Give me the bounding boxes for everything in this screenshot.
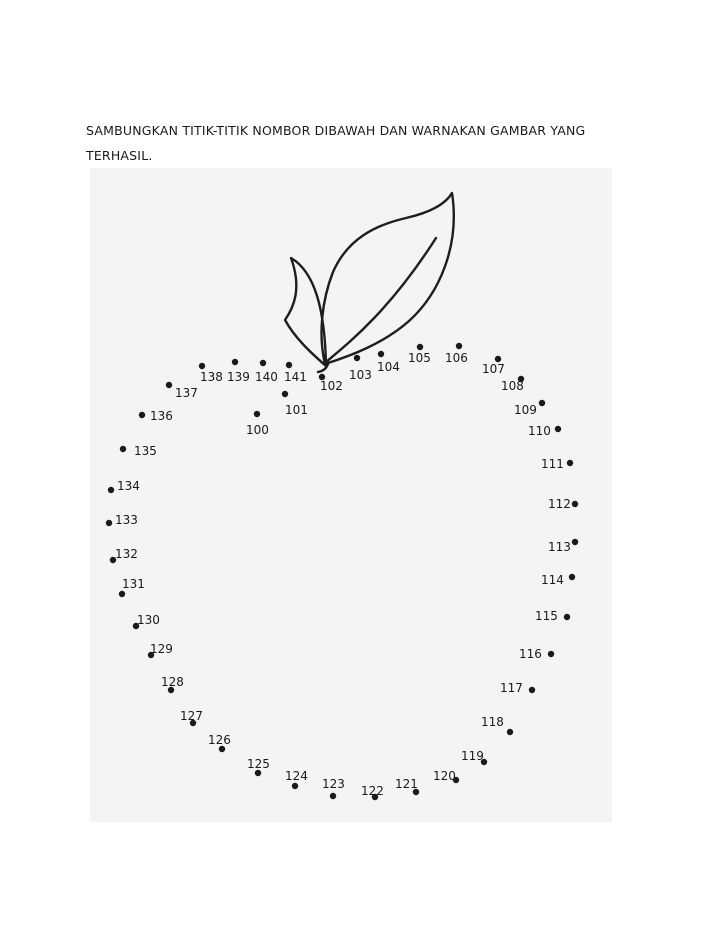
dot-label-116: 116 [519,647,542,661]
dot-113 [572,539,578,545]
dot-136 [139,412,145,418]
dot-label-132: 132 [115,547,138,561]
dot-label-118: 118 [481,715,504,729]
dot-label-101: 101 [285,403,308,417]
dot-123 [330,793,336,799]
dot-label-123: 123 [322,777,345,791]
dot-label-109: 109 [514,403,537,417]
dot-label-141: 141 [284,370,307,384]
dot-label-124: 124 [285,769,308,783]
dot-106 [456,343,462,349]
labels-layer [115,351,571,798]
dot-label-105: 105 [408,351,431,365]
dot-115 [564,614,570,620]
dot-label-134: 134 [117,479,140,493]
dot-116 [548,651,554,657]
dot-label-136: 136 [150,409,173,423]
dot-label-100: 100 [246,423,269,437]
dot-117 [529,687,535,693]
dot-140 [260,360,266,366]
dot-label-113: 113 [548,540,571,554]
dot-label-121: 121 [395,777,418,791]
dot-139 [232,359,238,365]
dot-133 [106,520,112,526]
dot-label-126: 126 [208,733,231,747]
dot-label-107: 107 [482,362,505,376]
dot-label-122: 122 [361,784,384,798]
dot-141 [286,362,292,368]
dot-label-112: 112 [548,497,571,511]
dot-label-108: 108 [501,379,524,393]
dot-137 [166,382,172,388]
dot-label-135: 135 [134,444,157,458]
dot-label-140: 140 [255,370,278,384]
dot-label-138: 138 [200,370,223,384]
dot-label-103: 103 [349,368,372,382]
leaf-stem-drawing [285,193,454,372]
dot-label-110: 110 [528,424,551,438]
dot-138 [199,363,205,369]
dot-label-114: 114 [541,573,564,587]
dot-label-128: 128 [161,675,184,689]
dot-label-102: 102 [320,379,343,393]
dot-134 [108,487,114,493]
dot-105 [417,344,423,350]
dot-label-129: 129 [150,642,173,656]
dot-label-127: 127 [180,709,203,723]
dot-label-139: 139 [227,370,250,384]
stem [318,364,328,372]
dot-label-106: 106 [445,351,468,365]
dot-label-111: 111 [541,457,564,471]
dot-131 [119,591,125,597]
dot-label-137: 137 [175,386,198,400]
dot-label-119: 119 [461,749,484,763]
dot-101 [282,391,288,397]
dot-label-117: 117 [500,681,523,695]
dot-112 [572,501,578,507]
dot-label-115: 115 [535,609,558,623]
dot-label-125: 125 [247,757,270,771]
dots-layer [106,343,578,800]
dot-110 [555,426,561,432]
dot-109 [539,400,545,406]
dot-label-104: 104 [377,360,400,374]
dot-label-130: 130 [137,613,160,627]
dot-118 [507,729,513,735]
instructions-line-1: SAMBUNGKAN TITIK-TITIK NOMBOR DIBAWAH DAN WARNAKAN GAMBAR YANG [86,123,586,138]
dot-103 [354,355,360,361]
dot-104 [378,351,384,357]
instructions-line-2: TERHASIL. [86,148,153,163]
right-leaf [322,193,454,364]
dot-111 [567,460,573,466]
dot-label-131: 131 [122,577,145,591]
dot-114 [569,574,575,580]
dot-label-133: 133 [115,513,138,527]
dot-100 [254,411,260,417]
left-leaf [285,258,326,366]
dot-label-120: 120 [433,769,456,783]
dot-124 [292,783,298,789]
dot-135 [120,446,126,452]
